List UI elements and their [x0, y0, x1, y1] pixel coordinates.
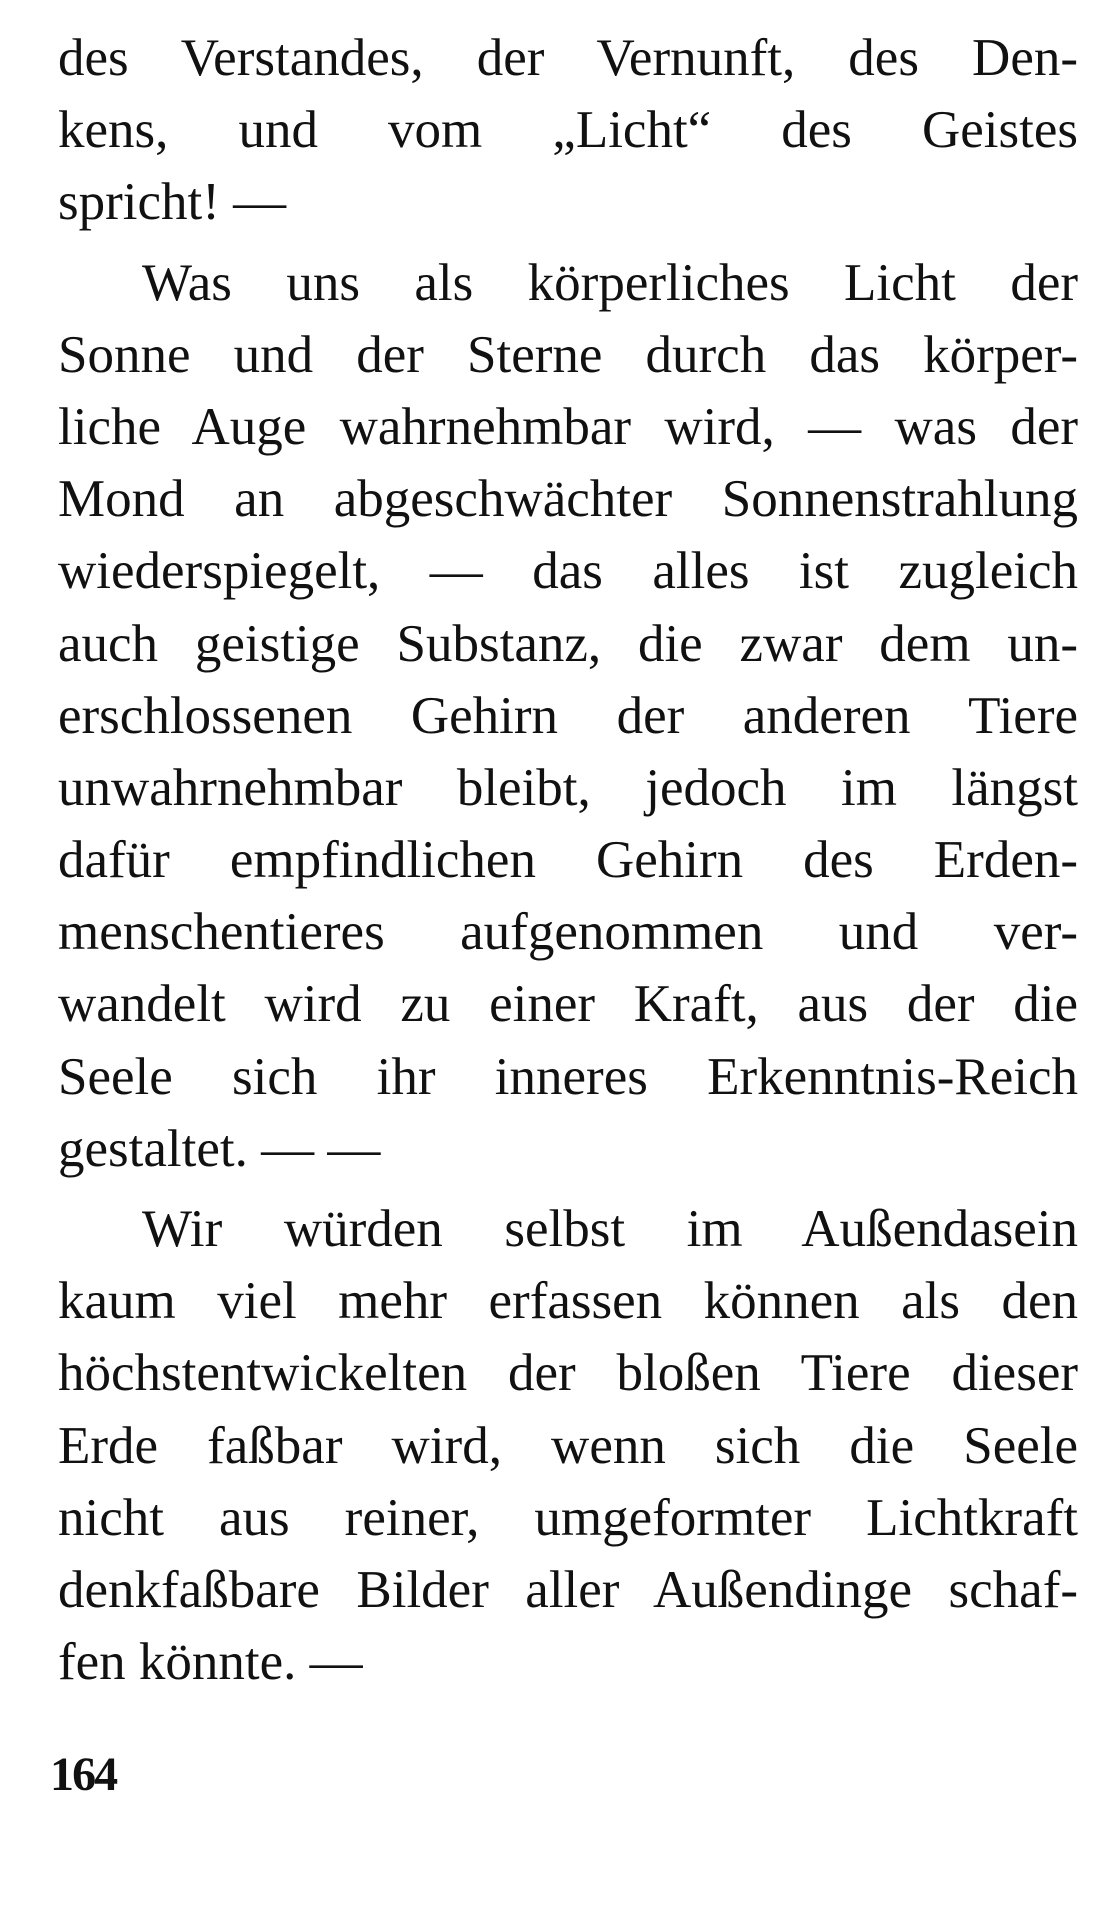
- text-line: auch geistige Substanz, die zwar dem un-: [58, 614, 1078, 673]
- text-line: höchstentwickelten der bloßen Tiere dieser: [58, 1344, 1078, 1403]
- text-line: gestaltet. — —: [58, 1119, 381, 1178]
- text-line: erschlossenen Gehirn der anderen Tiere: [58, 686, 1078, 745]
- text-line: kens, und vom „Licht“ des Geistes: [58, 101, 1078, 160]
- text-line: spricht! —: [58, 173, 287, 232]
- text-line: Erde faßbar wird, wenn sich die Seele: [58, 1416, 1078, 1475]
- text-line: menschentieres aufgenommen und ver-: [58, 903, 1078, 962]
- text-line: nicht aus reiner, umgeformter Lichtkraft: [58, 1488, 1078, 1547]
- text-line: wandelt wird zu einer Kraft, aus der die: [58, 975, 1078, 1034]
- text-line: unwahrnehmbar bleibt, jedoch im längst: [58, 758, 1078, 817]
- text-line: Mond an abgeschwächter Sonnenstrahlung: [58, 470, 1078, 529]
- text-line: wiederspiegelt, — das alles ist zugleich: [58, 542, 1078, 601]
- text-line: denkfaßbare Bilder aller Außendinge schaf-: [58, 1560, 1078, 1619]
- text-line: des Verstandes, der Vernunft, des Den-: [58, 29, 1078, 87]
- text-line: Sonne und der Sterne durch das körper-: [58, 325, 1078, 384]
- text-line: Seele sich ihr inneres Erkenntnis-Reich: [58, 1047, 1078, 1106]
- page-number: 164: [50, 1748, 117, 1801]
- paragraph-outer-existence: [58, 1193, 1078, 1698]
- text-line: kaum viel mehr erfassen können als den: [58, 1272, 1078, 1331]
- text-line: Wir würden selbst im Außendasein: [142, 1200, 1078, 1258]
- text-line: dafür empfindlichen Gehirn des Erden-: [58, 831, 1078, 890]
- text-line: fen könnte. —: [58, 1633, 363, 1692]
- text-line: Was uns als körperliches Licht der: [142, 253, 1078, 312]
- text-line: liche Auge wahrnehmbar wird, — was der: [58, 397, 1078, 456]
- paragraph-light: [58, 247, 1078, 1185]
- paragraph-continued: [58, 22, 1078, 239]
- page-text: [58, 22, 1078, 1698]
